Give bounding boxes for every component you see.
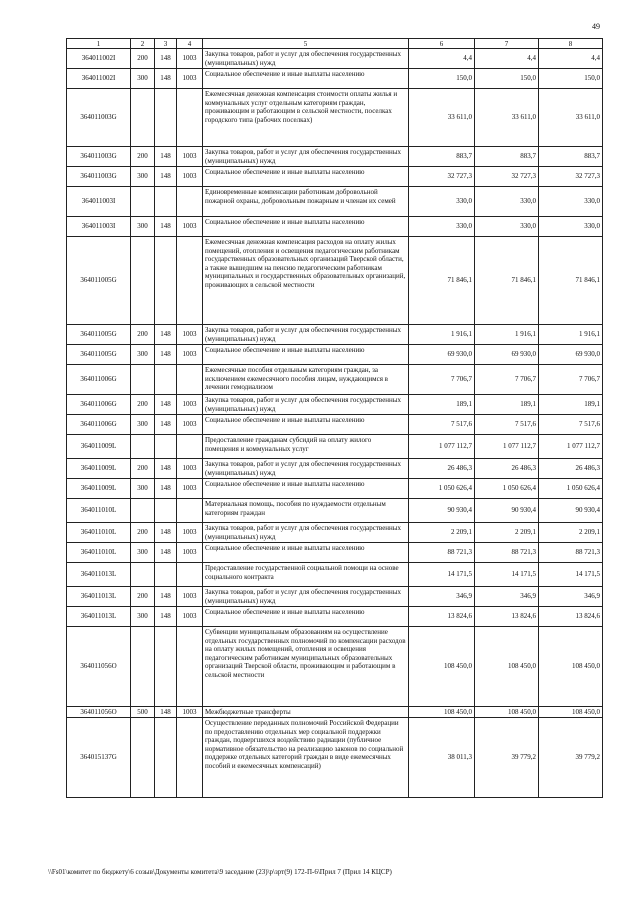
row-col2-cell [131,718,155,798]
row-col3-cell [155,187,177,217]
row-amount-col8-cell: 1 916,1 [539,325,603,345]
row-col2-cell: 200 [131,587,155,607]
row-amount-col7-cell: 26 486,3 [475,459,539,479]
row-amount-col7-cell: 33 611,0 [475,89,539,147]
row-description-cell: Субвенции муниципальным образованиям на осуществление отдельных государственных полномочий по компенсации расходов на оплату жилых помещений, отопления и освещения педагогическим работникам муниципальных образовательных организаций Тверской области, проживающим и работающим в сельской местности [203,627,409,707]
row-amount-col7-cell: 330,0 [475,187,539,217]
row-col2-cell [131,435,155,459]
row-col2-cell: 300 [131,345,155,365]
row-code-cell: 364011002I [67,69,131,89]
row-col2-cell [131,627,155,707]
table-row [67,237,603,325]
row-col2-cell: 300 [131,607,155,627]
row-col4-cell [177,499,203,523]
table-row [67,325,603,345]
row-description-cell: Осуществление переданных полномочий Российской Федерации по предоставлению отдельных мер социальной поддержки граждан, подвергшихся воздействию радиации (публичное нормативное обязательство на реализацию законов по социальной поддержке отдельных категорий граждан в виде ежемесячных пособий и ежемесячных компенсаций) [203,718,409,798]
row-amount-col8-cell: 33 611,0 [539,89,603,147]
row-amount-col7-cell: 189,1 [475,395,539,415]
row-amount-col7-cell: 7 706,7 [475,365,539,395]
row-col3-cell [155,365,177,395]
row-col4-cell: 1003 [177,167,203,187]
row-code-cell: 364011010L [67,543,131,563]
row-col4-cell: 1003 [177,459,203,479]
row-col4-cell [177,187,203,217]
row-amount-col8-cell: 1 077 112,7 [539,435,603,459]
footer-file-path: \\Fs01\комитет по бюджету\6 созыв\Документы комитета\9 заседание (23)\р\зрт(9) 172-П-6\Прил 7 (Прил 14 КЦСР) [48,868,392,876]
row-col3-cell: 148 [155,479,177,499]
table-row [67,167,603,187]
table-row [67,395,603,415]
row-amount-col8-cell: 108 450,0 [539,627,603,707]
header-cell: 5 [203,39,409,49]
row-code-cell: 364011013L [67,607,131,627]
row-code-cell: 364011003G [67,147,131,167]
row-amount-col7-cell: 69 930,0 [475,345,539,365]
table-row [67,627,603,707]
row-amount-col7-cell: 32 727,3 [475,167,539,187]
row-amount-col7-cell: 14 171,5 [475,563,539,587]
row-description-cell: Закупка товаров, работ и услуг для обеспечения государственных (муниципальных) нужд [203,147,409,167]
row-col4-cell [177,237,203,325]
row-amount-col8-cell: 71 846,1 [539,237,603,325]
row-amount-col6-cell: 883,7 [409,147,475,167]
row-description-cell: Социальное обеспечение и иные выплаты населению [203,415,409,435]
row-amount-col6-cell: 330,0 [409,217,475,237]
row-amount-col7-cell: 150,0 [475,69,539,89]
row-amount-col8-cell: 39 779,2 [539,718,603,798]
row-amount-col7-cell: 39 779,2 [475,718,539,798]
row-amount-col6-cell: 7 517,6 [409,415,475,435]
table-row [67,217,603,237]
row-col2-cell: 200 [131,395,155,415]
row-col2-cell: 500 [131,707,155,718]
row-amount-col6-cell: 14 171,5 [409,563,475,587]
table-row [67,459,603,479]
header-cell: 4 [177,39,203,49]
row-description-cell: Единовременные компенсации работникам добровольной пожарной охраны, добровольным пожарным и членам их семей [203,187,409,217]
row-code-cell: 364011013L [67,563,131,587]
row-description-cell: Закупка товаров, работ и услуг для обеспечения государственных (муниципальных) нужд [203,395,409,415]
row-col4-cell: 1003 [177,395,203,415]
row-col4-cell: 1003 [177,147,203,167]
row-amount-col6-cell: 13 824,6 [409,607,475,627]
row-amount-col6-cell: 33 611,0 [409,89,475,147]
row-description-cell: Социальное обеспечение и иные выплаты населению [203,345,409,365]
row-amount-col7-cell: 4,4 [475,49,539,69]
row-col2-cell: 300 [131,217,155,237]
row-amount-col8-cell: 1 050 626,4 [539,479,603,499]
row-amount-col8-cell: 150,0 [539,69,603,89]
row-code-cell: 364011010L [67,499,131,523]
page-number: 49 [592,22,600,31]
row-amount-col8-cell: 108 450,0 [539,707,603,718]
row-code-cell: 364011005G [67,345,131,365]
row-amount-col6-cell: 7 706,7 [409,365,475,395]
table-row [67,499,603,523]
row-col2-cell: 200 [131,49,155,69]
row-code-cell: 364011009L [67,459,131,479]
header-cell: 8 [539,39,603,49]
row-amount-col8-cell: 13 824,6 [539,607,603,627]
row-col2-cell [131,365,155,395]
row-amount-col6-cell: 90 930,4 [409,499,475,523]
row-description-cell: Социальное обеспечение и иные выплаты населению [203,607,409,627]
row-amount-col8-cell: 32 727,3 [539,167,603,187]
row-col4-cell [177,627,203,707]
header-row [67,39,603,49]
row-description-cell: Ежемесячная денежная компенсация стоимости оплаты жилья и коммунальных услуг отдельным категориям граждан, проживающим и работающим в сельской местности, поселках городского типа (рабочих поселках) [203,89,409,147]
row-col4-cell: 1003 [177,543,203,563]
row-col2-cell: 200 [131,147,155,167]
row-description-cell: Предоставление государственной социальной помощи на основе социального контракта [203,563,409,587]
row-amount-col6-cell: 4,4 [409,49,475,69]
row-amount-col6-cell: 32 727,3 [409,167,475,187]
row-description-cell: Социальное обеспечение и иные выплаты населению [203,217,409,237]
row-amount-col7-cell: 90 930,4 [475,499,539,523]
row-amount-col8-cell: 69 930,0 [539,345,603,365]
row-description-cell: Ежемесячная денежная компенсация расходов на оплату жилых помещений, отопления и освещения педагогическим работникам государственных образовательных организаций Тверской области, а также вышедшим на пенсию педагогическим работникам муниципальных и государственных образовательных организаций, проживающих в сельской местности [203,237,409,325]
row-code-cell: 364011009L [67,479,131,499]
row-col3-cell: 148 [155,415,177,435]
row-amount-col8-cell: 7 517,6 [539,415,603,435]
row-code-cell: 364011006G [67,365,131,395]
row-amount-col7-cell: 883,7 [475,147,539,167]
row-code-cell: 364011005G [67,325,131,345]
budget-table [66,38,603,798]
row-amount-col6-cell: 26 486,3 [409,459,475,479]
row-code-cell: 364011003I [67,217,131,237]
row-col4-cell: 1003 [177,345,203,365]
row-amount-col6-cell: 88 721,3 [409,543,475,563]
row-amount-col6-cell: 71 846,1 [409,237,475,325]
row-amount-col8-cell: 14 171,5 [539,563,603,587]
row-col2-cell: 300 [131,543,155,563]
row-col2-cell: 200 [131,325,155,345]
table-row [67,89,603,147]
row-col3-cell: 148 [155,523,177,543]
row-col3-cell: 148 [155,587,177,607]
row-amount-col8-cell: 2 209,1 [539,523,603,543]
table-row [67,587,603,607]
row-code-cell: 364011056O [67,627,131,707]
row-amount-col7-cell: 13 824,6 [475,607,539,627]
row-amount-col6-cell: 2 209,1 [409,523,475,543]
row-amount-col6-cell: 150,0 [409,69,475,89]
row-col3-cell [155,563,177,587]
row-col2-cell [131,563,155,587]
row-col4-cell: 1003 [177,217,203,237]
row-code-cell: 364011002I [67,49,131,69]
row-amount-col6-cell: 1 916,1 [409,325,475,345]
row-col3-cell: 148 [155,459,177,479]
row-amount-col8-cell: 90 930,4 [539,499,603,523]
row-col3-cell: 148 [155,69,177,89]
row-col4-cell: 1003 [177,415,203,435]
row-col3-cell: 148 [155,217,177,237]
row-code-cell: 364011006G [67,415,131,435]
row-col2-cell: 300 [131,479,155,499]
row-col2-cell: 300 [131,69,155,89]
table-row [67,49,603,69]
row-description-cell: Закупка товаров, работ и услуг для обеспечения государственных (муниципальных) нужд [203,325,409,345]
row-col3-cell: 148 [155,707,177,718]
row-col2-cell [131,237,155,325]
table-row [67,345,603,365]
row-description-cell: Социальное обеспечение и иные выплаты населению [203,479,409,499]
row-col4-cell [177,563,203,587]
row-code-cell: 364011003G [67,167,131,187]
row-description-cell: Закупка товаров, работ и услуг для обеспечения государственных (муниципальных) нужд [203,49,409,69]
row-col4-cell: 1003 [177,479,203,499]
row-amount-col6-cell: 108 450,0 [409,707,475,718]
row-amount-col8-cell: 330,0 [539,187,603,217]
header-cell: 6 [409,39,475,49]
row-description-cell: Материальная помощь, пособия по нуждаемости отдельным категориям граждан [203,499,409,523]
row-col3-cell: 148 [155,167,177,187]
table-row [67,415,603,435]
table-row [67,563,603,587]
row-description-cell: Социальное обеспечение и иные выплаты населению [203,543,409,563]
row-amount-col7-cell: 1 050 626,4 [475,479,539,499]
row-col3-cell: 148 [155,607,177,627]
row-col2-cell [131,499,155,523]
table-row [67,365,603,395]
table-row [67,543,603,563]
row-col2-cell [131,89,155,147]
row-amount-col7-cell: 88 721,3 [475,543,539,563]
row-code-cell: 364011010L [67,523,131,543]
row-amount-col7-cell: 2 209,1 [475,523,539,543]
row-amount-col7-cell: 108 450,0 [475,707,539,718]
row-col4-cell: 1003 [177,523,203,543]
row-col3-cell [155,237,177,325]
row-col3-cell: 148 [155,49,177,69]
row-amount-col6-cell: 69 930,0 [409,345,475,365]
row-code-cell: 364011013L [67,587,131,607]
row-col3-cell [155,435,177,459]
row-col2-cell: 200 [131,459,155,479]
row-amount-col6-cell: 1 050 626,4 [409,479,475,499]
row-col3-cell: 148 [155,147,177,167]
row-amount-col6-cell: 108 450,0 [409,627,475,707]
row-code-cell: 364015137G [67,718,131,798]
row-code-cell: 364011005G [67,237,131,325]
row-col4-cell [177,435,203,459]
row-col3-cell: 148 [155,395,177,415]
row-amount-col8-cell: 189,1 [539,395,603,415]
row-col4-cell: 1003 [177,607,203,627]
table-row [67,479,603,499]
row-amount-col8-cell: 7 706,7 [539,365,603,395]
row-col4-cell: 1003 [177,325,203,345]
table-row [67,435,603,459]
row-amount-col6-cell: 38 011,3 [409,718,475,798]
table-row [67,187,603,217]
row-col3-cell [155,89,177,147]
row-col3-cell: 148 [155,325,177,345]
row-amount-col8-cell: 330,0 [539,217,603,237]
row-code-cell: 364011056O [67,707,131,718]
header-cell: 3 [155,39,177,49]
row-col4-cell [177,89,203,147]
header-cell: 1 [67,39,131,49]
row-col3-cell: 148 [155,543,177,563]
row-code-cell: 364011009L [67,435,131,459]
row-amount-col8-cell: 4,4 [539,49,603,69]
row-col3-cell: 148 [155,345,177,365]
row-amount-col6-cell: 346,9 [409,587,475,607]
row-amount-col7-cell: 1 077 112,7 [475,435,539,459]
table-row [67,718,603,798]
row-col2-cell: 200 [131,523,155,543]
row-col2-cell: 300 [131,167,155,187]
row-amount-col6-cell: 1 077 112,7 [409,435,475,459]
row-amount-col7-cell: 1 916,1 [475,325,539,345]
row-col4-cell: 1003 [177,707,203,718]
row-amount-col7-cell: 108 450,0 [475,627,539,707]
row-col4-cell [177,718,203,798]
row-col4-cell: 1003 [177,587,203,607]
row-code-cell: 364011006G [67,395,131,415]
row-amount-col7-cell: 7 517,6 [475,415,539,435]
row-code-cell: 364011003I [67,187,131,217]
row-amount-col8-cell: 26 486,3 [539,459,603,479]
row-amount-col8-cell: 883,7 [539,147,603,167]
table-row [67,147,603,167]
row-description-cell: Ежемесячные пособия отдельным категориям граждан, за исключением ежемесячного пособия лицам, нуждающимся в лечении гемодиализом [203,365,409,395]
table-row [67,607,603,627]
row-code-cell: 364011003G [67,89,131,147]
row-col2-cell: 300 [131,415,155,435]
row-col2-cell [131,187,155,217]
row-amount-col6-cell: 189,1 [409,395,475,415]
row-amount-col7-cell: 346,9 [475,587,539,607]
header-cell: 2 [131,39,155,49]
row-col4-cell: 1003 [177,69,203,89]
row-description-cell: Закупка товаров, работ и услуг для обеспечения государственных (муниципальных) нужд [203,459,409,479]
row-description-cell: Закупка товаров, работ и услуг для обеспечения государственных (муниципальных) нужд [203,587,409,607]
row-amount-col8-cell: 346,9 [539,587,603,607]
row-col4-cell [177,365,203,395]
row-description-cell: Социальное обеспечение и иные выплаты населению [203,167,409,187]
row-col3-cell [155,718,177,798]
row-col4-cell: 1003 [177,49,203,69]
table-row [67,707,603,718]
table-row [67,523,603,543]
row-description-cell: Межбюджетные трансферты [203,707,409,718]
table-row [67,69,603,89]
header-cell: 7 [475,39,539,49]
row-amount-col8-cell: 88 721,3 [539,543,603,563]
row-description-cell: Социальное обеспечение и иные выплаты населению [203,69,409,89]
row-amount-col6-cell: 330,0 [409,187,475,217]
row-amount-col7-cell: 71 846,1 [475,237,539,325]
row-col3-cell [155,499,177,523]
row-col3-cell [155,627,177,707]
row-amount-col7-cell: 330,0 [475,217,539,237]
row-description-cell: Предоставление гражданам субсидий на оплату жилого помещения и коммунальных услуг [203,435,409,459]
row-description-cell: Закупка товаров, работ и услуг для обеспечения государственных (муниципальных) нужд [203,523,409,543]
